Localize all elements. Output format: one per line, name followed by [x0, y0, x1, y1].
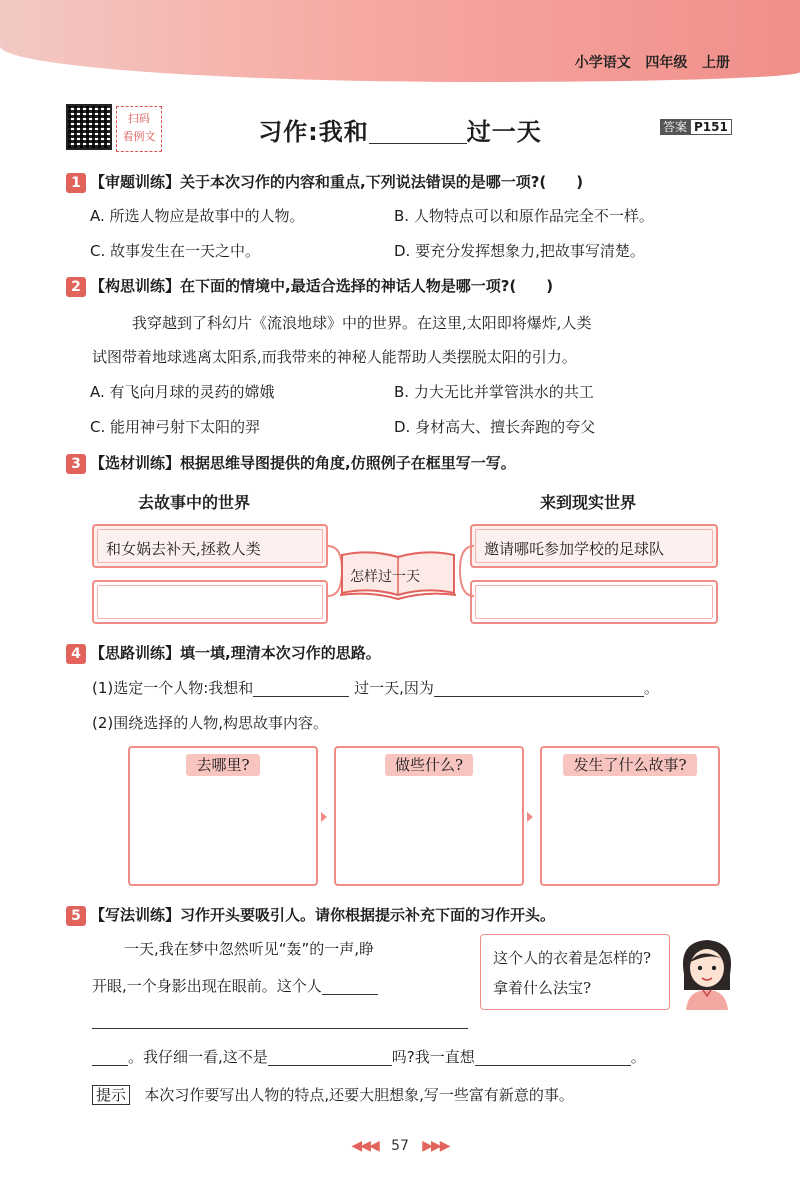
- page-number: 57: [391, 1138, 409, 1154]
- q5-para-line3: 。我仔细一看,这不是 吗?我一直想 。: [92, 1046, 646, 1067]
- q4-box-story[interactable]: [540, 746, 720, 886]
- answer-ref: 答案 P151: [660, 118, 732, 135]
- q1-option-c[interactable]: C. 故事发生在一天之中。: [90, 242, 261, 260]
- arrow-right-icon: [321, 812, 327, 822]
- q2-prompt: 2 【构思训练】在下面的情境中,最适合选择的神话人物是哪一项?( ): [66, 275, 553, 297]
- q4-box-what[interactable]: [334, 746, 524, 886]
- q4-reason-blank[interactable]: [434, 679, 644, 697]
- title-blank[interactable]: [369, 120, 467, 144]
- q3-center-label: 怎样过一天: [350, 569, 420, 585]
- q3-left-example: 和女娲去补天,拯救人类: [106, 540, 261, 558]
- q3-right-answer-box[interactable]: [470, 580, 718, 624]
- q1-option-b[interactable]: B. 人物特点可以和原作品完全不一样。: [394, 207, 654, 225]
- q2-passage-line1: 我穿越到了科幻片《流浪地球》中的世界。在这里,太阳即将爆炸,人类: [132, 314, 592, 332]
- girl-avatar-icon: [672, 934, 742, 1010]
- q1-option-d[interactable]: D. 要充分发挥想象力,把故事写清楚。: [394, 242, 645, 260]
- q3-right-example-box: [470, 524, 718, 568]
- q2-option-a[interactable]: A. 有飞向月球的灵药的嫦娥: [90, 383, 275, 401]
- arrow-right-icon: [527, 812, 533, 822]
- q5-blank-4[interactable]: [475, 1048, 631, 1066]
- q1-prompt: 1 【审题训练】关于本次习作的内容和重点,下列说法错误的是哪一项?( ): [66, 171, 583, 193]
- next-arrows-icon: ▶▶▶: [422, 1138, 449, 1154]
- q2-option-d[interactable]: D. 身材高大、擅长奔跑的夸父: [394, 418, 596, 436]
- q4-line1: (1)选定一个人物:我想和 过一天,因为 。: [92, 679, 659, 697]
- q5-tip: 提示 本次习作要写出人物的特点,还要大胆想象,写一些富有新意的事。: [92, 1084, 574, 1105]
- q5-blank-3[interactable]: [268, 1048, 392, 1066]
- q4-person-blank[interactable]: [253, 679, 349, 697]
- prev-arrows-icon: ◀◀◀: [351, 1138, 378, 1154]
- q2-option-c[interactable]: C. 能用神弓射下太阳的羿: [90, 418, 261, 436]
- q2-option-b[interactable]: B. 力大无比并掌管洪水的共工: [394, 383, 594, 401]
- q5-blank-line[interactable]: [92, 1028, 468, 1029]
- qr-label: 扫码 看例文: [116, 106, 162, 152]
- q3-left-heading: 去故事中的世界: [138, 493, 251, 512]
- q5-para-line1: 一天,我在梦中忽然听见“轰”的一声,睁: [124, 940, 375, 958]
- q5-prompt: 5 【写法训练】习作开头要吸引人。请你根据提示补充下面的习作开头。: [66, 904, 555, 926]
- q3-right-heading: 来到现实世界: [540, 493, 637, 512]
- q3-left-answer-box[interactable]: [92, 580, 328, 624]
- q5-bubble-text: 这个人的衣着是怎样的?拿着什么法宝?: [493, 949, 652, 997]
- q1-option-a[interactable]: A. 所选人物应是故事中的人物。: [90, 207, 305, 225]
- book-info: 小学语文 四年级 上册: [574, 55, 730, 71]
- q4-box-where-label: 去哪里?: [186, 754, 259, 776]
- q4-box-story-label: 发生了什么故事?: [563, 754, 696, 776]
- q5-hint-bubble: [480, 934, 670, 1010]
- q4-prompt: 4 【思路训练】填一填,理清本次习作的思路。: [66, 642, 381, 664]
- page-footer: [0, 1138, 800, 1154]
- q4-line2: (2)围绕选择的人物,构思故事内容。: [92, 714, 329, 732]
- page-title: 习作:我和 过一天: [258, 118, 542, 146]
- q5-para-line2: 开眼,一个身影出现在眼前。这个人: [92, 975, 378, 996]
- q3-left-example-box: [92, 524, 328, 568]
- q3-right-example: 邀请哪吒参加学校的足球队: [484, 540, 665, 558]
- q4-box-where[interactable]: [128, 746, 318, 886]
- q5-blank-1[interactable]: [322, 977, 378, 995]
- q4-box-what-label: 做些什么?: [385, 754, 473, 776]
- q2-passage-line2: 试图带着地球逃离太阳系,而我带来的神秘人能帮助人类摆脱太阳的引力。: [92, 348, 577, 366]
- q5-blank-2[interactable]: [92, 1048, 128, 1066]
- q3-prompt: 3 【选材训练】根据思维导图提供的角度,仿照例子在框里写一写。: [66, 452, 516, 474]
